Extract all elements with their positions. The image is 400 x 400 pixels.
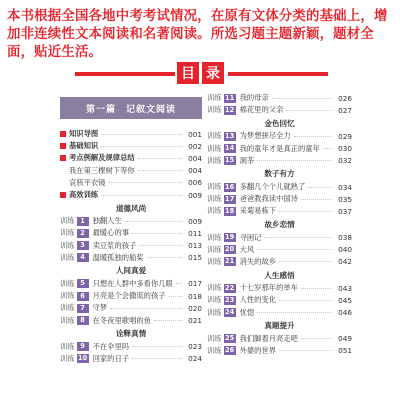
entry-number: 8	[77, 316, 89, 325]
entry-prefix: 训练	[60, 341, 75, 351]
entry-page: 002	[188, 141, 202, 151]
toc-entry[interactable]	[60, 252, 202, 264]
leader-dots	[257, 160, 332, 161]
entry-prefix: 训练	[207, 155, 222, 165]
toc-entry[interactable]	[207, 130, 352, 142]
group-heading: 人生感悟	[264, 270, 295, 280]
section-entry[interactable]	[60, 152, 202, 164]
entry-page: 021	[188, 316, 202, 326]
entry-title: 卖豆浆的孩子	[92, 240, 137, 250]
section-entry[interactable]	[60, 128, 202, 140]
entry-title: 为梦想拼尽全力	[239, 131, 291, 141]
toc-entry[interactable]	[60, 227, 202, 239]
group-heading: 金色回忆	[264, 118, 295, 128]
entry-prefix: 训练	[207, 333, 222, 343]
toc-entry[interactable]	[60, 290, 202, 302]
entry-page: 024	[188, 354, 202, 364]
leader-dots	[132, 358, 182, 359]
entry-title: 我的母亲	[239, 93, 269, 103]
toc-entry[interactable]	[60, 215, 202, 227]
entry-page: 034	[338, 182, 352, 192]
entry-number: 15	[225, 156, 235, 165]
leader-dots	[279, 350, 332, 351]
entry-page: 046	[338, 308, 352, 318]
entry-number: 20	[225, 245, 235, 254]
leader-dots	[301, 199, 332, 200]
entry-title: 回家的日子	[92, 353, 130, 363]
entry-number: 14	[225, 144, 235, 153]
entry-page: 017	[188, 279, 202, 289]
entry-title: 棉花里的父亲	[239, 105, 284, 115]
group-heading: 人间真爱	[115, 266, 147, 276]
entry-title: 只想在人群中多看你几眼	[92, 278, 173, 288]
entry-page: 013	[188, 241, 202, 251]
entry-page: 042	[338, 257, 352, 267]
leader-dots	[301, 288, 332, 289]
sub-entry[interactable]	[60, 165, 202, 177]
entry-number: 17	[225, 194, 235, 203]
entry-page: 029	[338, 131, 352, 141]
toc-entry[interactable]	[207, 205, 352, 217]
toc-right-column	[207, 92, 352, 357]
leader-dots	[101, 134, 182, 135]
entry-number: 19	[225, 233, 235, 242]
group-heading: 诠释真情	[115, 329, 147, 339]
leader-dots	[154, 320, 182, 321]
entry-page: 015	[188, 253, 202, 263]
entry-number: 22	[225, 283, 235, 292]
section-marker	[60, 131, 66, 137]
entry-page: 006	[188, 178, 202, 188]
leader-dots	[323, 148, 332, 149]
leader-dots	[169, 296, 182, 297]
entry-title: 采菊易栋下	[239, 206, 277, 216]
entry-title: 不在伞里吗	[92, 341, 130, 351]
entry-number: 12	[225, 105, 235, 114]
entry-page: 026	[338, 93, 352, 103]
toc-title-char-2: 录	[202, 62, 224, 84]
title-rule-left	[75, 72, 175, 76]
entry-number: 9	[77, 342, 89, 351]
entry-page: 011	[188, 228, 202, 238]
toc-entry[interactable]	[207, 193, 352, 205]
entry-page: 004	[188, 166, 202, 176]
entry-page: 004	[188, 153, 202, 163]
entry-title: 我们脚着月亮走吧	[239, 333, 298, 343]
toc-entry[interactable]	[60, 314, 202, 326]
toc-entry[interactable]	[60, 240, 202, 252]
toc-entry[interactable]	[60, 278, 202, 290]
entry-prefix: 训练	[60, 353, 75, 363]
entry-title: 我的童年才是真正的童年	[239, 143, 320, 153]
entry-number: 4	[77, 253, 89, 262]
entry-prefix: 训练	[207, 345, 222, 355]
section-marker	[60, 192, 66, 198]
entry-title: 多翻几个个儿就熟了	[239, 182, 306, 192]
toc-entry[interactable]	[207, 92, 352, 104]
entry-prefix: 训练	[207, 307, 222, 317]
entry-title: 高效训练	[69, 190, 99, 200]
entry-page: 027	[338, 105, 352, 115]
entry-number: 13	[225, 131, 235, 140]
entry-title: 守梦	[92, 303, 108, 313]
entry-title: 在冬夜里歌唱的鱼	[92, 315, 151, 325]
entry-page: 030	[338, 144, 352, 154]
leader-dots	[301, 338, 332, 339]
sub-entry[interactable]	[60, 177, 202, 189]
entry-number: 5	[77, 279, 89, 288]
leader-dots	[176, 283, 182, 284]
toc-entry[interactable]	[60, 353, 202, 365]
leader-dots	[279, 300, 332, 301]
leader-dots	[132, 233, 182, 234]
entry-number: 11	[225, 93, 235, 102]
leader-dots	[257, 312, 332, 313]
entry-title: 人性的变化	[239, 295, 277, 305]
entry-page: 020	[188, 303, 202, 313]
entry-number: 26	[225, 346, 235, 355]
entry-title: 十七岁那年的单车	[239, 283, 298, 293]
entry-title: 月亮是个会撒谎的孩子	[92, 291, 166, 301]
toc-entry[interactable]	[207, 282, 352, 294]
entry-title: 爸爸教我读中国诗	[239, 194, 298, 204]
entry-prefix: 训练	[207, 283, 222, 293]
entry-prefix: 训练	[207, 93, 222, 103]
leader-dots	[132, 346, 182, 347]
toc-entry[interactable]	[207, 181, 352, 193]
toc-entry[interactable]	[207, 306, 352, 318]
entry-title: 独翻人生	[92, 216, 122, 226]
entry-number: 24	[225, 308, 235, 317]
entry-prefix: 训练	[207, 206, 222, 216]
entry-page: 023	[188, 342, 202, 352]
leader-dots	[110, 308, 182, 309]
entry-prefix: 训练	[207, 105, 222, 115]
leader-dots	[138, 170, 182, 171]
leader-dots	[101, 195, 182, 196]
entry-number: 1	[77, 217, 89, 226]
intro-text: 本书根据全国各地中考考试情况，在原有文体分类的基础上，增加非连续性文本阅读和名著阅读。所选习题主题新颖，题材全面，贴近生活。	[7, 9, 388, 60]
entry-number: 10	[78, 354, 88, 363]
entry-prefix: 训练	[207, 194, 222, 204]
entry-title: 大风	[239, 244, 255, 254]
leader-dots	[279, 261, 332, 262]
entry-prefix: 训练	[60, 291, 75, 301]
entry-page: 051	[338, 346, 352, 356]
entry-title: 最暖心的事	[92, 228, 130, 238]
entry-prefix: 训练	[60, 216, 75, 226]
entry-number: 2	[77, 229, 89, 238]
entry-page: 043	[338, 283, 352, 293]
entry-prefix: 训练	[60, 303, 75, 313]
group-heading: 真题提升	[264, 321, 295, 331]
entry-page: 032	[338, 156, 352, 166]
entry-page: 001	[188, 129, 202, 139]
entry-page: 009	[188, 190, 202, 200]
leader-dots	[264, 237, 332, 238]
entry-prefix: 训练	[207, 256, 222, 266]
leader-dots	[139, 245, 182, 246]
toc-entry[interactable]	[207, 244, 352, 256]
section-marker	[60, 155, 66, 161]
toc-entry[interactable]	[60, 341, 202, 353]
leader-dots	[147, 257, 182, 258]
title-rule-right	[228, 72, 328, 76]
entry-page: 037	[338, 206, 352, 216]
entry-prefix: 训练	[207, 182, 222, 192]
entry-prefix: 训练	[60, 278, 75, 288]
section-entry[interactable]	[60, 140, 202, 152]
section-marker	[60, 143, 66, 149]
entry-title: 考点例解及规律总结	[69, 153, 135, 163]
toc-entry[interactable]	[207, 345, 352, 357]
group-heading: 故乡恋情	[264, 220, 295, 229]
entry-number: 25	[225, 334, 235, 343]
toc-entry[interactable]	[207, 143, 352, 155]
entry-prefix: 训练	[207, 131, 222, 141]
entry-prefix: 训练	[207, 244, 222, 254]
entry-number: 6	[77, 292, 89, 301]
entry-title: 外婆的世界	[239, 345, 277, 355]
section-entry[interactable]	[60, 189, 202, 201]
leader-dots	[272, 98, 332, 99]
entry-page: 018	[188, 291, 202, 301]
entry-page: 049	[338, 334, 352, 344]
entry-number: 16	[225, 182, 235, 191]
toc-entry[interactable]	[207, 155, 352, 167]
entry-page: 040	[338, 245, 352, 255]
leader-dots	[138, 158, 182, 159]
toc-entry[interactable]	[207, 104, 352, 116]
entry-prefix: 训练	[207, 232, 222, 242]
toc-left-column	[60, 97, 202, 365]
entry-title: 知识导图	[69, 129, 99, 139]
entry-prefix: 训练	[60, 240, 75, 250]
entry-prefix: 训练	[60, 228, 75, 238]
leader-dots	[101, 146, 182, 147]
toc-entry[interactable]	[207, 294, 352, 306]
toc-entry[interactable]	[60, 302, 202, 314]
entry-number: 23	[225, 295, 235, 304]
leader-dots	[294, 136, 332, 137]
entry-title: 洞茶	[239, 155, 255, 165]
leader-dots	[308, 187, 332, 188]
chapter-heading: 第一篇 记叙文阅读	[60, 97, 202, 119]
entry-number: 7	[77, 304, 89, 313]
entry-page: 009	[188, 216, 202, 226]
entry-prefix: 训练	[60, 252, 75, 262]
entry-number: 18	[225, 206, 235, 215]
group-heading: 数子有方	[264, 169, 295, 179]
toc-entry[interactable]	[207, 232, 352, 244]
toc-title	[0, 62, 400, 86]
entry-page: 035	[338, 194, 352, 204]
toc-entry[interactable]	[207, 256, 352, 268]
entry-prefix: 训练	[207, 295, 222, 305]
entry-prefix: 训练	[207, 143, 222, 153]
leader-dots	[108, 182, 182, 183]
entry-title: 哀骇平衣镜	[69, 177, 106, 187]
entry-title: 寻困记	[239, 232, 262, 242]
entry-prefix: 训练	[60, 315, 75, 325]
toc-title-char-1: 目	[177, 62, 199, 84]
entry-page: 045	[338, 295, 352, 305]
entry-title: 基础知识	[69, 141, 99, 151]
leader-dots	[257, 249, 332, 250]
entry-title: 我在第三棵树下等你	[69, 165, 135, 175]
entry-page: 038	[338, 233, 352, 243]
entry-title: 忧惚	[239, 307, 255, 317]
toc-entry[interactable]	[207, 333, 352, 345]
entry-number: 21	[225, 257, 235, 266]
leader-dots	[286, 110, 332, 111]
leader-dots	[279, 211, 332, 212]
entry-title: 温暖孤独的船桨	[92, 252, 144, 262]
leader-dots	[125, 221, 182, 222]
entry-number: 3	[77, 241, 89, 250]
entry-title: 消失的故乡	[239, 256, 277, 266]
group-heading: 道德风尚	[115, 203, 147, 213]
